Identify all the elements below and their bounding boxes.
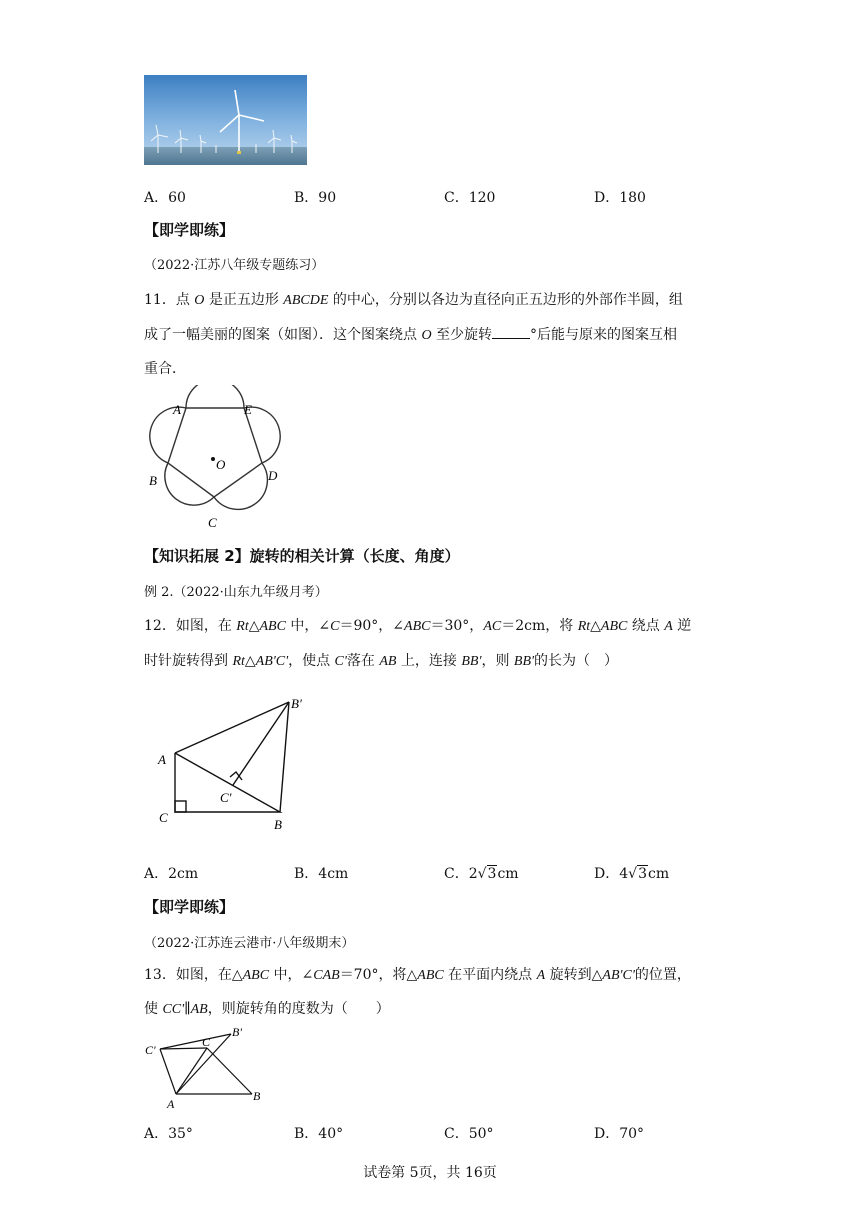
practice-heading: 【即学即练】	[144, 221, 235, 239]
label-b: B	[253, 1089, 261, 1103]
page-footer: 试卷第 5页，共 16页	[363, 1165, 497, 1181]
label-c: C	[202, 1035, 211, 1049]
q13-option-b[interactable]: B．40°	[294, 1126, 344, 1142]
label-e: E	[244, 402, 252, 417]
q10-option-b[interactable]: B．90	[294, 190, 337, 206]
example-source: 例 2.（2022·山东九年级月考）	[144, 585, 328, 600]
rotation-figure	[140, 1022, 270, 1112]
label-a: A	[167, 1097, 175, 1111]
q12-text-line1: 12．如图，在 Rt△ABC 中，∠C＝90°，∠ABC＝30°，AC＝2cm，将 Rt△ABC 绕点 A 逆	[144, 618, 692, 634]
question-source: （2022·江苏连云港市·八年级期末）	[144, 936, 355, 951]
label-b-prime: B'	[291, 696, 302, 711]
q13-text-line2: 使 CC'∥AB，则旋转角的度数为（ ）	[144, 1001, 390, 1017]
q12-option-b[interactable]: B．4cm	[294, 866, 349, 882]
q10-option-c[interactable]: C．120	[444, 190, 496, 206]
q13-option-d[interactable]: D．70°	[594, 1126, 645, 1142]
label-c-prime: C'	[145, 1043, 156, 1057]
sqrt-sign: √3	[628, 866, 647, 882]
practice-heading: 【即学即练】	[144, 898, 235, 916]
q12-text-line2: 时针旋转得到 Rt△AB'C'，使点 C'落在 AB 上，连接 BB'，则 BB'的长为（ ）	[144, 653, 619, 669]
label-c: C	[208, 515, 217, 530]
label-b-prime: B'	[232, 1025, 242, 1039]
q10-option-a[interactable]: A．60	[144, 190, 186, 206]
answer-blank[interactable]	[492, 326, 530, 339]
label-a: A	[158, 752, 166, 767]
q13-option-c[interactable]: C．50°	[444, 1126, 494, 1142]
rotated-triangle-figure	[150, 690, 320, 835]
wind-turbine-photo	[144, 75, 307, 165]
label-a: A	[173, 402, 181, 417]
q12-option-c[interactable]: C．2√3cm	[444, 866, 519, 882]
q13-option-a[interactable]: A．35°	[144, 1126, 193, 1142]
label-c-prime: C'	[220, 790, 232, 805]
label-d: D	[268, 468, 278, 483]
q12-option-a[interactable]: A．2cm	[144, 866, 199, 882]
label-o: O	[216, 457, 226, 472]
q11-text-line1: 11．点 O 是正五边形 ABCDE 的中心，分别以各边为直径向正五边形的外部作半圆，组	[144, 292, 683, 308]
knowledge-heading: 【知识拓展 2】旋转的相关计算（长度、角度）	[144, 547, 460, 565]
sqrt-sign: √3	[477, 866, 497, 882]
q11-text-line2: 成了一幅美丽的图案（如图）．这个图案绕点 O 至少旋转 °后能与原来的图案互相	[144, 327, 678, 343]
label-b: B	[149, 473, 157, 488]
label-c: C	[159, 810, 168, 825]
pentagon-semicircle-figure	[140, 385, 290, 530]
q10-option-d[interactable]: D．180	[594, 190, 646, 206]
label-b: B	[274, 817, 282, 832]
q12-option-d[interactable]: D．4√3cm	[594, 866, 670, 882]
question-source: （2022·江苏八年级专题练习）	[144, 258, 325, 273]
q11-text-line3: 重合．	[144, 361, 186, 377]
q13-text-line1: 13．如图，在△ABC 中，∠CAB＝70°，将△ABC 在平面内绕点 A 旋转到△AB'C'的位置，	[144, 967, 691, 983]
